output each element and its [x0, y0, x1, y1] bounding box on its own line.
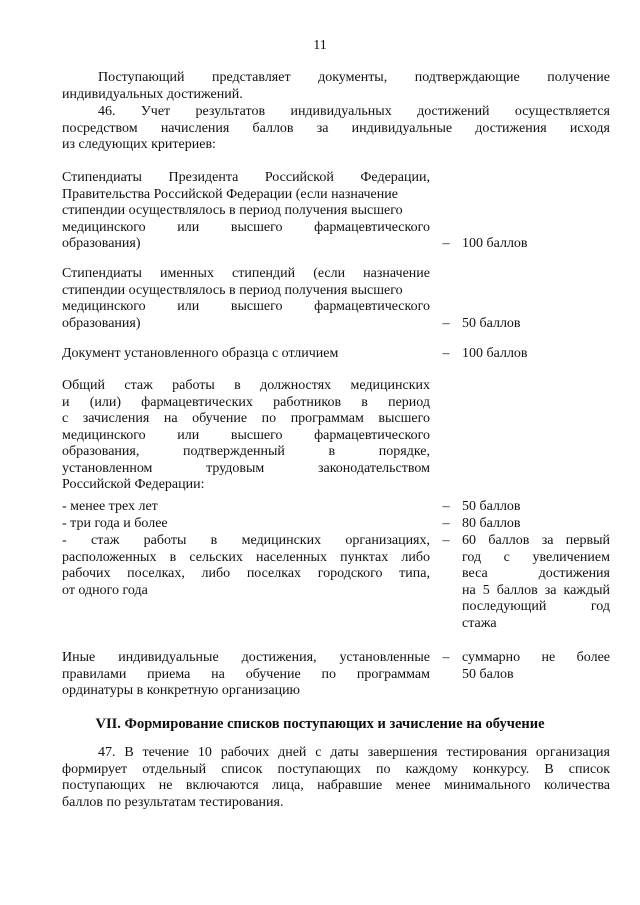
dash: – — [442, 533, 450, 548]
text-line: Стипендиаты именных стипендий (если назначение — [62, 266, 430, 281]
intro-paragraph-2 — [62, 104, 610, 154]
criterion-text — [62, 650, 430, 700]
text-line: 47. В течение 10 рабочих дней с даты завершения тестирования организация — [98, 745, 610, 760]
criterion-value — [462, 516, 610, 533]
criterion-value — [462, 236, 610, 253]
text-line: посредством начисления баллов за индивидуальные достижения исходя — [62, 120, 610, 136]
criterion-text — [62, 499, 430, 516]
value-line: год с увеличением — [462, 549, 610, 565]
text-line: Иные индивидуальные достижения, установленные — [62, 650, 430, 665]
experience-item-less-three-years — [62, 499, 610, 517]
text-line: Стипендиаты Президента Российской Федерации, — [62, 170, 430, 185]
value-line: суммарно не более — [462, 650, 610, 665]
text-line: Документ установленного образца с отличием — [62, 346, 339, 361]
text-line: и (или) фармацевтических работников в период — [62, 394, 430, 410]
paragraph-47 — [62, 745, 610, 811]
criterion-value — [462, 533, 610, 632]
value-line: стажа — [462, 615, 497, 631]
text-line: Правительства Российской Федерации (если назначение — [62, 186, 398, 202]
criterion-work-experience — [62, 378, 610, 498]
experience-item-rural — [62, 533, 610, 637]
text-line: - три года и более — [62, 516, 168, 531]
text-line: Общий стаж работы в должностях медицинских — [62, 378, 430, 393]
text-line: - стаж работы в медицинских организациях, — [62, 533, 430, 548]
criterion-text — [62, 170, 430, 253]
value-line: 100 баллов — [462, 346, 528, 361]
text-line: правилами приема на обучение по программам — [62, 666, 430, 682]
text-line: стипендии осуществлялось в период получения высшего — [62, 282, 403, 298]
text-line: медицинского или высшего фармацевтического — [62, 427, 430, 443]
value-line: 80 баллов — [462, 516, 521, 531]
text-line: расположенных в сельских населенных пунктах либо — [62, 549, 430, 565]
text-line: от одного года — [62, 582, 148, 598]
dash: – — [442, 650, 450, 665]
value-line: на 5 баллов за каждый — [462, 582, 610, 598]
criterion-value — [462, 346, 610, 363]
text-line: поступающих не включаются лица, набравшие менее минимального количества — [62, 778, 610, 793]
text-line: 46. Учет результатов индивидуальных достижений осуществляется — [98, 104, 610, 119]
text-line: Поступающий представляет документы, подтверждающие получение — [98, 70, 610, 85]
text-line: образования) — [62, 315, 141, 331]
text-line: стипендии осуществлялось в период получения высшего — [62, 203, 403, 218]
text-line: - менее трех лет — [62, 499, 158, 514]
criterion-other-achievements — [62, 650, 610, 702]
dash: – — [442, 516, 450, 531]
criterion-named-scholarship — [62, 266, 610, 334]
criterion-text — [62, 346, 430, 363]
criterion-value — [462, 650, 610, 683]
criterion-value — [462, 499, 610, 516]
dash: – — [442, 499, 450, 514]
criterion-text — [62, 378, 430, 494]
section-heading: VII. Формирование списков поступающих и зачисление на обучение — [95, 716, 545, 732]
text-line: установленном трудовым законодательством — [62, 460, 430, 476]
dash: – — [442, 236, 450, 251]
criterion-text — [62, 533, 430, 599]
text-line: формирует отдельный список поступающих по каждому конкурсу. В список — [62, 761, 610, 777]
value-line: 50 баллов — [462, 316, 521, 331]
criterion-honors-diploma — [62, 346, 610, 364]
value-line: 60 баллов за первый — [462, 533, 610, 548]
value-line: веса достижения — [462, 566, 610, 581]
dash: – — [442, 346, 450, 361]
text-line: образования, подтвержденный в порядке, — [62, 444, 430, 459]
text-line: образования) — [62, 236, 141, 251]
value-line: последующий год — [462, 599, 610, 614]
criterion-text — [62, 516, 430, 533]
text-line: индивидуальных достижений. — [62, 86, 243, 102]
text-line: из следующих критериев: — [62, 137, 216, 152]
page-number: 11 — [313, 38, 327, 53]
text-line: Российской Федерации: — [62, 477, 205, 492]
text-line: ординатуры в конкретную организацию — [62, 683, 301, 698]
text-line: медицинского или высшего фармацевтического — [62, 219, 430, 235]
value-line: 50 балов — [462, 666, 514, 682]
criterion-value — [462, 316, 610, 333]
intro-paragraph-1 — [62, 70, 610, 103]
text-line: рабочих поселках, либо поселках городского типа, — [62, 566, 430, 581]
text-line: с зачисления на обучение по программам высшего — [62, 411, 430, 426]
text-line: баллов по результатам тестирования. — [62, 794, 284, 810]
dash: – — [442, 316, 450, 331]
text-line: медицинского или высшего фармацевтического — [62, 299, 430, 314]
criterion-text — [62, 266, 430, 332]
value-line: 50 баллов — [462, 499, 521, 514]
value-line: 100 баллов — [462, 236, 528, 251]
experience-item-three-years-more — [62, 516, 610, 534]
criterion-president-scholarship — [62, 170, 610, 255]
